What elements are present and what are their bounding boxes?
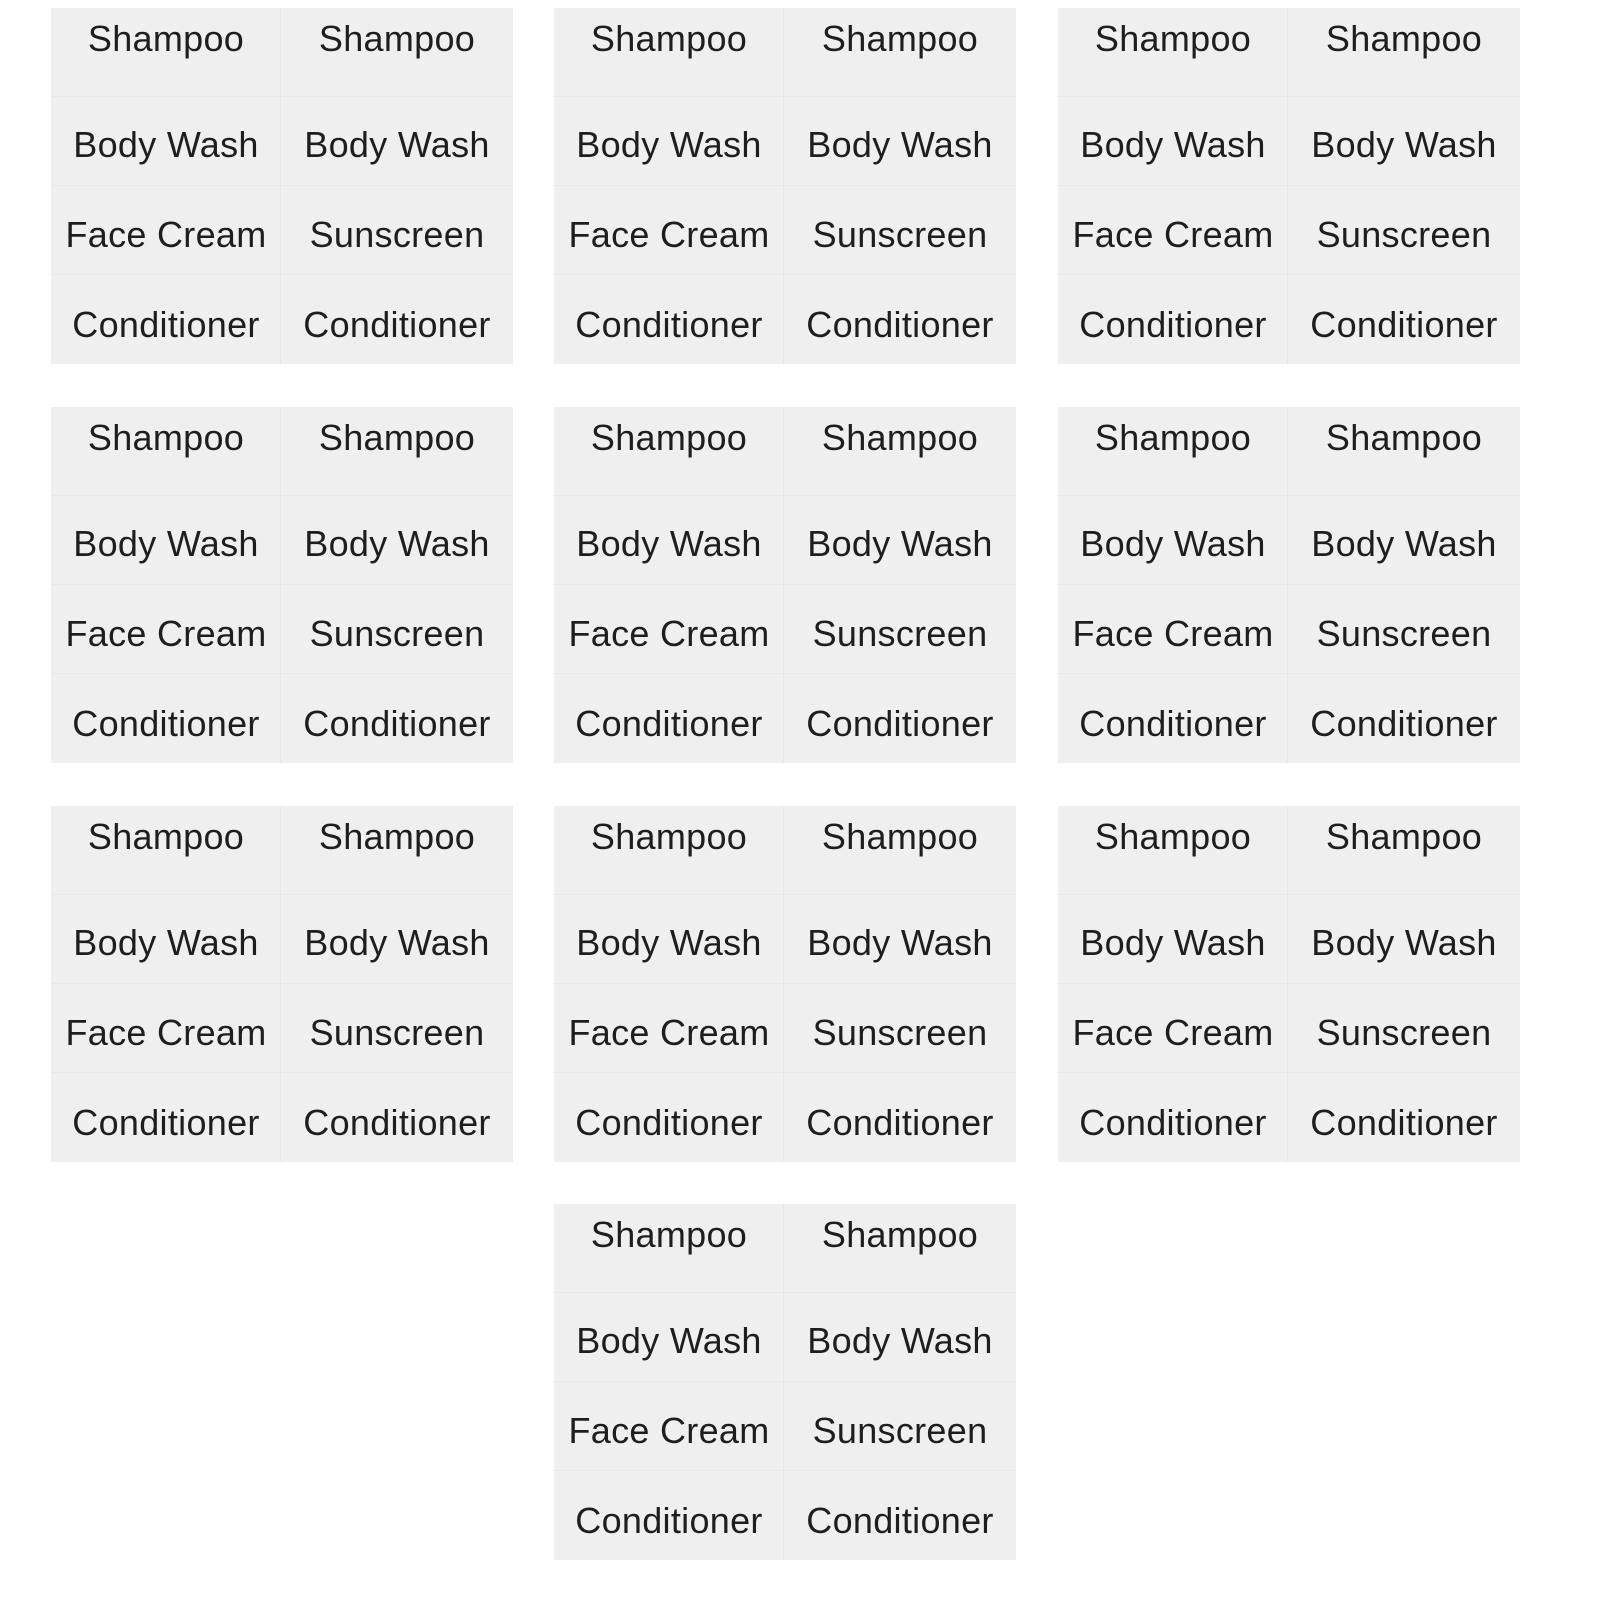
sticker-label: Body Wash: [281, 496, 513, 585]
sticker-label: Sunscreen: [1288, 186, 1520, 275]
sticker-label: Body Wash: [784, 1293, 1016, 1382]
sticker-label: Sunscreen: [281, 585, 513, 674]
label-sheet: [51, 8, 513, 364]
sticker-label: Shampoo: [1058, 806, 1288, 895]
sticker-label: Conditioner: [72, 1101, 260, 1143]
sticker-label: Face Cream: [554, 585, 784, 674]
sticker-label: Conditioner: [806, 303, 994, 345]
sticker-label: Sunscreen: [784, 186, 1016, 275]
sticker-label: Conditioner: [72, 303, 260, 345]
sticker-label: Body Wash: [554, 895, 784, 984]
sticker-label: Conditioner: [575, 1101, 763, 1143]
sticker-label: Shampoo: [51, 407, 281, 496]
sticker-label: Shampoo: [554, 8, 784, 97]
sticker-label: Body Wash: [51, 496, 281, 585]
sticker-label: Shampoo: [1288, 8, 1520, 97]
sticker-label: Sunscreen: [1288, 585, 1520, 674]
sticker-label: Conditioner: [1079, 702, 1267, 744]
sticker-label: Conditioner: [72, 702, 260, 744]
sticker-label: Body Wash: [554, 97, 784, 186]
label-sheet: [51, 806, 513, 1162]
sticker-label: Sunscreen: [784, 984, 1016, 1073]
sticker-label: Body Wash: [51, 97, 281, 186]
label-sheet: [1058, 806, 1520, 1162]
sticker-label: Body Wash: [1288, 97, 1520, 186]
sticker-label: Body Wash: [554, 1293, 784, 1382]
sticker-label: Shampoo: [1288, 806, 1520, 895]
sticker-label: Shampoo: [51, 806, 281, 895]
sticker-label: Conditioner: [575, 702, 763, 744]
sticker-label: Body Wash: [51, 895, 281, 984]
sticker-label: Shampoo: [554, 1204, 784, 1293]
label-sheet: [554, 1204, 1016, 1560]
sticker-label: Body Wash: [281, 895, 513, 984]
sticker-label: Shampoo: [281, 806, 513, 895]
sticker-label: Conditioner: [303, 303, 491, 345]
sticker-label: Conditioner: [806, 1499, 994, 1541]
sticker-label: Conditioner: [1310, 702, 1498, 744]
sticker-label: Face Cream: [51, 186, 281, 275]
sticker-label: Body Wash: [1058, 97, 1288, 186]
sticker-label: Face Cream: [51, 585, 281, 674]
sticker-label: Shampoo: [51, 8, 281, 97]
sticker-label: Shampoo: [1288, 407, 1520, 496]
sticker-label: Shampoo: [784, 407, 1016, 496]
sticker-label: Conditioner: [1310, 303, 1498, 345]
sticker-label: Body Wash: [784, 496, 1016, 585]
label-sheet: [554, 806, 1016, 1162]
sticker-label: Shampoo: [1058, 8, 1288, 97]
sticker-label: Face Cream: [51, 984, 281, 1073]
sticker-label: Shampoo: [554, 407, 784, 496]
sticker-label: Shampoo: [1058, 407, 1288, 496]
sticker-label: Conditioner: [303, 1101, 491, 1143]
sticker-label: Face Cream: [1058, 585, 1288, 674]
sticker-label: Sunscreen: [1288, 984, 1520, 1073]
sticker-label: Shampoo: [784, 1204, 1016, 1293]
sticker-label: Body Wash: [1058, 496, 1288, 585]
sticker-label: Body Wash: [1058, 895, 1288, 984]
label-sheet: [554, 8, 1016, 364]
sticker-label: Shampoo: [281, 8, 513, 97]
sticker-label: Conditioner: [806, 1101, 994, 1143]
sticker-label: Body Wash: [784, 97, 1016, 186]
sticker-label: Sunscreen: [784, 1382, 1016, 1471]
sticker-label: Body Wash: [554, 496, 784, 585]
sticker-label: Shampoo: [784, 806, 1016, 895]
sticker-label: Body Wash: [784, 895, 1016, 984]
sticker-label: Face Cream: [554, 1382, 784, 1471]
sticker-label: Face Cream: [554, 186, 784, 275]
label-sheet: [1058, 407, 1520, 763]
sticker-label: Conditioner: [1079, 303, 1267, 345]
sticker-label: Face Cream: [1058, 186, 1288, 275]
sticker-label: Face Cream: [554, 984, 784, 1073]
label-sheet: [51, 407, 513, 763]
sticker-label: Body Wash: [281, 97, 513, 186]
sticker-label: Body Wash: [1288, 895, 1520, 984]
sticker-label: Sunscreen: [281, 186, 513, 275]
sticker-label: Conditioner: [806, 702, 994, 744]
sticker-label: Sunscreen: [784, 585, 1016, 674]
sticker-label: Shampoo: [784, 8, 1016, 97]
sticker-label: Conditioner: [1079, 1101, 1267, 1143]
sticker-label: Conditioner: [575, 1499, 763, 1541]
sticker-label: Conditioner: [575, 303, 763, 345]
sticker-label: Face Cream: [1058, 984, 1288, 1073]
label-sheet: [554, 407, 1016, 763]
sticker-label: Shampoo: [281, 407, 513, 496]
sticker-label: Body Wash: [1288, 496, 1520, 585]
sticker-label: Conditioner: [1310, 1101, 1498, 1143]
label-sheet: [1058, 8, 1520, 364]
sticker-label: Conditioner: [303, 702, 491, 744]
sticker-label: Sunscreen: [281, 984, 513, 1073]
sticker-label: Shampoo: [554, 806, 784, 895]
